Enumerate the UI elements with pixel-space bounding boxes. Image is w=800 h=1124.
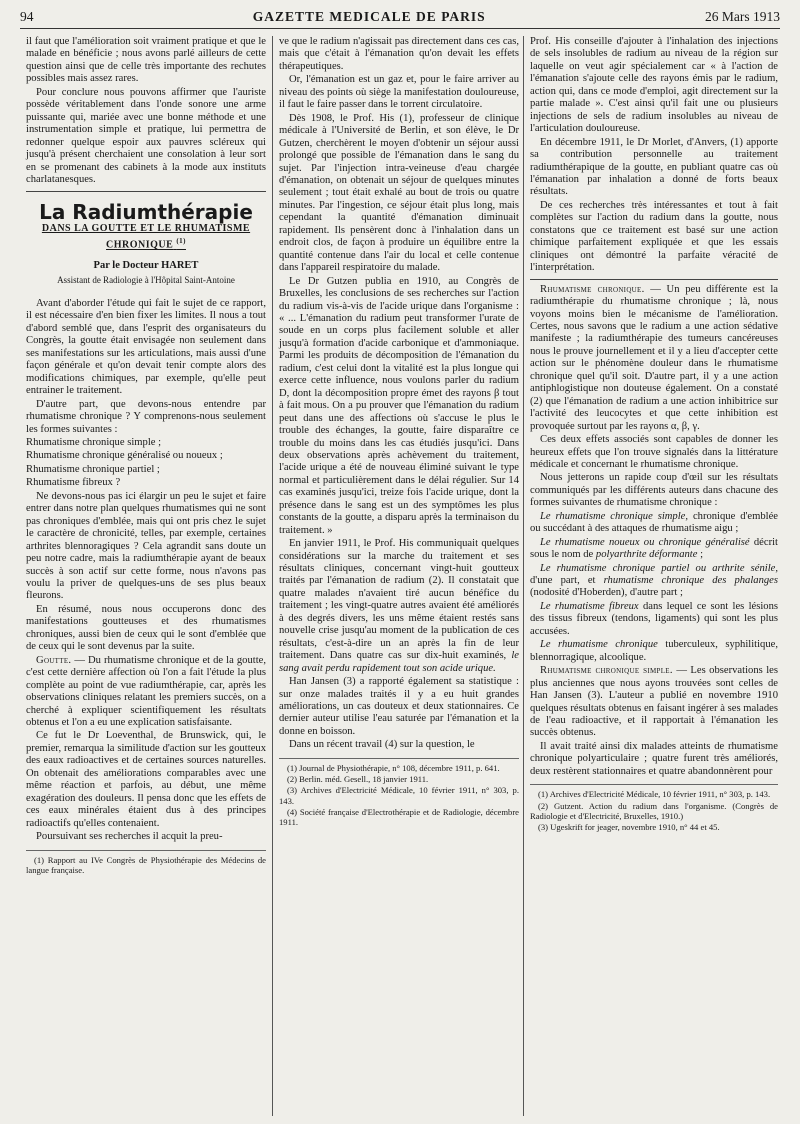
column-2	[279, 36, 519, 829]
paragraph: Ne devons-nous pas ici élargir un peu le sujet et faire entrer dans notre plan quelques rhumatismes qui ne sont pas chroniques d'emblée, mais qui ont pris chez le sujet le caractère de chronicité, telles, par exemple, certaines arthrites blennoragiques ? Cela agrandit sans doute un peu notre cadre, mais la radiumthérapie ayant de beaux succès à son actif sur cette forme, nous n'avons pas voulu la priver de quelques-uns de ses plus beaux fleurons.	[26, 490, 266, 602]
article-subtitle: DANS LA GOUTTE ET LE RHUMATISME CHRONIQUE $^{(1)}$	[41, 222, 251, 251]
paragraph: il faut que l'amélioration soit vraiment pratique et que le malade en bénéficie ; nous avons parlé ailleurs de cette question ainsi que de celle très importante des rechutes possibles mais assez rares.	[26, 36, 266, 85]
column-1	[26, 36, 266, 876]
form-item: Le rhumatisme chronique simple, chronique d'emblée ou succédant à des attaques de rhumatisme aigu ;	[530, 510, 778, 535]
paragraph: ve que le radium n'agissait pas directement dans ces cas, mais que c'était à l'émanation qu'on devait les effets thérapeutiques.	[279, 36, 519, 72]
section-heading: Rhumatisme chronique.	[540, 283, 645, 295]
paragraph: Goutte. — Du rhumatisme chronique et de la goutte, c'est cette dernière affection où l'on a fait l'étude la plus complète au point de vue radiumthérapie, car, après les observations cliniques relatant les premiers succès, on a cherché à expliquer scientifiquement les résultats obtenus et l'on a eu une explication satisfaisante.	[26, 654, 266, 728]
paragraph: En résumé, nous nous occuperons donc des manifestations goutteuses et des rhumatismes chroniques, aussi bien de ceux qui le sont d'emblée que de ceux qui le sont devenus par la suite.	[26, 603, 266, 653]
list-item: Rhumatisme chronique généralisé ou noueux ;	[26, 450, 223, 462]
section-heading: Rhumatisme chronique simple.	[540, 665, 673, 677]
paragraph: Ce fut le Dr Loeventhal, de Brunswick, qui, le premier, remarqua la similitude d'action sur les goutteux des eaux radioactives et de certaines sources naturelles. On obtenait des améliorations comparables avec une même réaction et parfois, au début, une même exagération des douleurs. Il pensa donc que les effets de ces eaux minérales étaient dus à des principes radioactifs qu'elles contenaient.	[26, 730, 266, 829]
footnotes	[530, 784, 778, 832]
footnote: (1) Archives d'Electricité Médicale, 10 février 1911, n° 303, p. 143.	[538, 789, 771, 800]
form-list	[26, 437, 266, 490]
footnotes	[26, 850, 266, 876]
paragraph: Or, l'émanation est un gaz et, pour le faire arriver au niveau des points où siège la manifestation douloureuse, il faut le faire passer dans le torrent circulatoire.	[279, 74, 519, 111]
paragraph: D'autre part, que devons-nous entendre par rhumatisme chronique ? Y comprenons-nous seulement les formes suivantes :	[26, 398, 266, 435]
form-item: Le rhumatisme noueux ou chronique généralisé décrit sous le nom de polyarthrite déformante ;	[530, 536, 779, 561]
column-3	[530, 36, 778, 833]
section-heading: Goutte.	[36, 654, 72, 666]
footnotes	[279, 758, 519, 828]
column-rule	[272, 36, 273, 1116]
paragraph: Dès 1908, le Prof. His (1), professeur de clinique médicale à l'Université de Berlin, et son élève, le Dr Gutzen, cherchèrent le moyen d'obtenir un séjour aussi prolongé que possible de l'émanation dans le sang du sujet. Par l'injection intra-veineuse d'eau chargée d'émanation, on obtenait un séjour de quelques minutes seulement ; tout était exhalé au bout de trois ou quatre minutes. Par l'ingestion, ce séjour était plus long, mais cependant la quantité d'émanation diminuait rapidement. Ils pensèrent donc à l'inhalation dans un endroit clos, de façon à produire un équilibre entre la quantité contenue dans l'air du local et celle contenue dans l'appareil respiratoire du malade.	[279, 112, 519, 274]
footnote: (3) Archives d'Electricité Médicale, 10 février 1911, n° 303, p. 143.	[279, 785, 519, 806]
paragraph: Prof. His conseille d'ajouter à l'inhalation des injections de sels insolubles de radium au niveau de la région sur laquelle on veut agir spécialement car « à l'action de l'émanation s'ajoute celle des rayons émis par le radium, action qui, dans ce mode d'emploi, agit directement sur la partie malade ». C'est ainsi qu'il fait une ou plusieurs injections de sels de radium insolubles au niveau de l'articulation douloureuse.	[530, 36, 778, 135]
paragraph: Han Jansen (3) a rapporté également sa statistique : sur onze malades traités il y a eu huit grandes améliorations, un cas douteux et deux stationnaires. Ce dernier auteur utilise l'eau saturée par l'émanation et la donne en boisson.	[279, 676, 519, 737]
paragraph: Avant d'aborder l'étude qui fait le sujet de ce rapport, il est nécessaire d'en bien fixer les limites. Il nous a tout d'abord semblé que, dans l'esprit des organisateurs du Congrès, la goutte était envisagée non seulement dans ses manifestations sur les articulations, mais aussi d'une façon générale et qu'on devait tenir compte alors des modifications chimiques, par exemple, qu'elle peut entrainer le traitement.	[26, 298, 266, 397]
divider	[530, 279, 778, 280]
paragraph: Ces deux effets associés sont capables de donner les heureux effets que l'on trouve signalés dans la littérature médicale et concernant le rhumatisme chronique.	[530, 434, 778, 470]
footnote: (4) Société française d'Electrothérapie et de Radiologie, décembre 1911.	[279, 807, 519, 828]
footnote: (1) Journal de Physiothérapie, n° 108, décembre 1911, p. 641.	[287, 762, 500, 773]
list-item: Rhumatisme chronique simple ;	[26, 437, 162, 449]
list-item: Rhumatisme fibreux ?	[26, 477, 121, 489]
paragraph: Il avait traité ainsi dix malades atteints de rhumatisme chronique polyarticulaire ; quatre furent très améliorés, deux restèrent stationnaires et quatre abandonnèrent pour	[530, 740, 778, 777]
footnote: (1) Rapport au IVe Congrès de Physiothérapie des Médecins de langue française.	[26, 854, 266, 875]
paragraph: Poursuivant ses recherches il acquit la preu-	[36, 831, 223, 843]
paragraph: Le Dr Gutzen publia en 1910, au Congrès de Bruxelles, les conclusions de ses recherches sur l'action du radium vis-à-vis de l'acide urique dans l'organisme : « ... L'émanation du radium peut transformer l'urate de soude en un corps plus facilement soluble et aller jusqu'à formation d'acide carbonique et d'ammoniaque. Parmi les produits de décomposition de l'émanation du radium, c'est celui dont la vitalité est la plus longue qui exerce cette influence, nous voulons parler du radium D, dont la décomposition propre émet des rayons β tout à fait mous. On a pu prouver que l'émanation du radium peut dans une des affections où s'accuse le plus le trouble des échanges, la goutte, faire disparaître ce trouble du moins dans les cas étudiés jusqu'ici. Dans deux observations après achèvement du traitement, l'acide urique a été de nouveau éliminé suivant le type normal et particulièrement dans le délai régulier. Sur 14 cas examinés jusqu'ici, treize fois l'acide urique, dont la présence dans le sang est un des symptômes les plus constants de la goutte, a disparu après la terminaison du traitement. »	[279, 275, 519, 536]
issue-date: 26 Mars 1913	[704, 9, 780, 24]
page-header	[20, 6, 780, 29]
paragraph: Rhumatisme chronique. — Un peu différente est la radiumthérapie du rhumatisme chronique ; là, nous voyons moins bien le mécanisme de l'amélioration. Certes, nous savons que le radium a une action sédative manifeste ; la radiumthérapie des tumeurs cancéreuses nous le prouve journellement et il y a lieu d'accepter cette action sur le phénomène douleur dans le rhumatisme chronique quel qu'il soit. D'autre part, il y a une action antiphlogistique non douteuse également. On a constaté (2) que l'émanation de radium a une action inhibitrice sur l'activité des leucocytes et que cette inhibition est provoquée surtout par les rayons α, β, γ.	[530, 283, 779, 432]
article-author: Par le Docteur HARET	[93, 260, 199, 272]
column-rule	[523, 36, 524, 1116]
paragraph: En janvier 1911, le Prof. His communiquait quelques considérations sur la marche du traitement et ses résultats cliniques, concernant vingt-huit goutteux traités par l'émanation de radium (2). Il constatait que quatre malades n'avaient tiré aucun bénéfice du traitement ; les vingt-quatre autres avaient été améliorés à des degrés divers, les uns même étaient restés sans nouvelle crise jusqu'au moment de la publication de ces résultats, c'est-à-dire un an après la fin de leur traitement. Dans quatre cas sur dix-huit examinés, le sang avait perdu rapidement tout son acide urique.	[279, 538, 519, 674]
author-affiliation: Assistant de Radiologie à l'Hôpital Saint-Antoine	[57, 274, 235, 285]
form-item: Le rhumatisme fibreux dans lequel ce sont les lésions des tissus fibreux (tendons, ligaments) qui sont les plus accusées.	[530, 600, 778, 637]
paragraph: Pour conclure nous pouvons affirmer que l'auriste possède véritablement dans l'onde sonore une arme puissante qui, mariée avec une bonne méthode et une instrumentation simple et pratique, lui permettra de redonner quelque espoir aux pauvres scléreux qui jusqu'à présent cherchaient une consolation à leur sort en se promenant des cabinets à la mode aux instituts charlatanesques.	[26, 86, 266, 185]
paragraph: Dans un récent travail (4) sur la question, le	[289, 739, 475, 751]
footnote: (3) Ugeskrift for jeager, novembre 1910, n° 44 et 45.	[538, 822, 720, 833]
form-item: Le rhumatisme chronique tuberculeux, syphilitique, blennorragique, alcoolique.	[530, 639, 778, 663]
paragraph: Nous jetterons un rapide coup d'œil sur les résultats communiqués par les différents auteurs dans chacune des formes suivantes de rhumatisme chronique :	[530, 472, 778, 509]
list-item: Rhumatisme chronique partiel ;	[26, 463, 160, 475]
paragraph: En décembre 1911, le Dr Morlet, d'Anvers, (1) apporte sa contribution personnelle au traitement radiumthérapique de la goutte, en publiant quatre cas où l'émanation par inhalation a donné de forts beaux résultats.	[530, 136, 778, 198]
paragraph: De ces recherches très intéressantes et tout à fait complètes sur l'action du radium dans la goutte, nous constatons que ce traitement est basé sur une action chimique parfaitement expliquée et que les essais cliniques ont démontré la parfaite véracité de l'interprétation.	[530, 199, 778, 274]
paragraph: Rhumatisme chronique simple. — Les observations les plus anciennes que nous ayons trouvées sont celles de Han Jansen (3). L'auteur a publié en novembre 1910 quelques résultats obtenus en faisant ingérer à ses malades de l'eau radioactive, et il rapportait à l'émanation les succès obtenus.	[530, 665, 778, 739]
page-number: 94	[20, 9, 34, 24]
divider	[26, 191, 266, 192]
publication-title: GAZETTE MEDICALE DE PARIS	[252, 9, 486, 24]
form-item: Le rhumatisme chronique partiel ou arthrite sénile, d'une part, et rhumatisme chronique des phalanges (nodosité d'Hoberden), d'autre part ;	[530, 562, 778, 599]
article-title: La Radiumthérapie	[39, 200, 253, 225]
footnote: (2) Gutzent. Action du radium dans l'organisme. (Congrès de Radiologie et d'Electricité, Bruxelles, 1910.)	[530, 800, 778, 821]
footnote: (2) Berlin. méd. Gesell., 18 janvier 1911.	[287, 774, 429, 785]
